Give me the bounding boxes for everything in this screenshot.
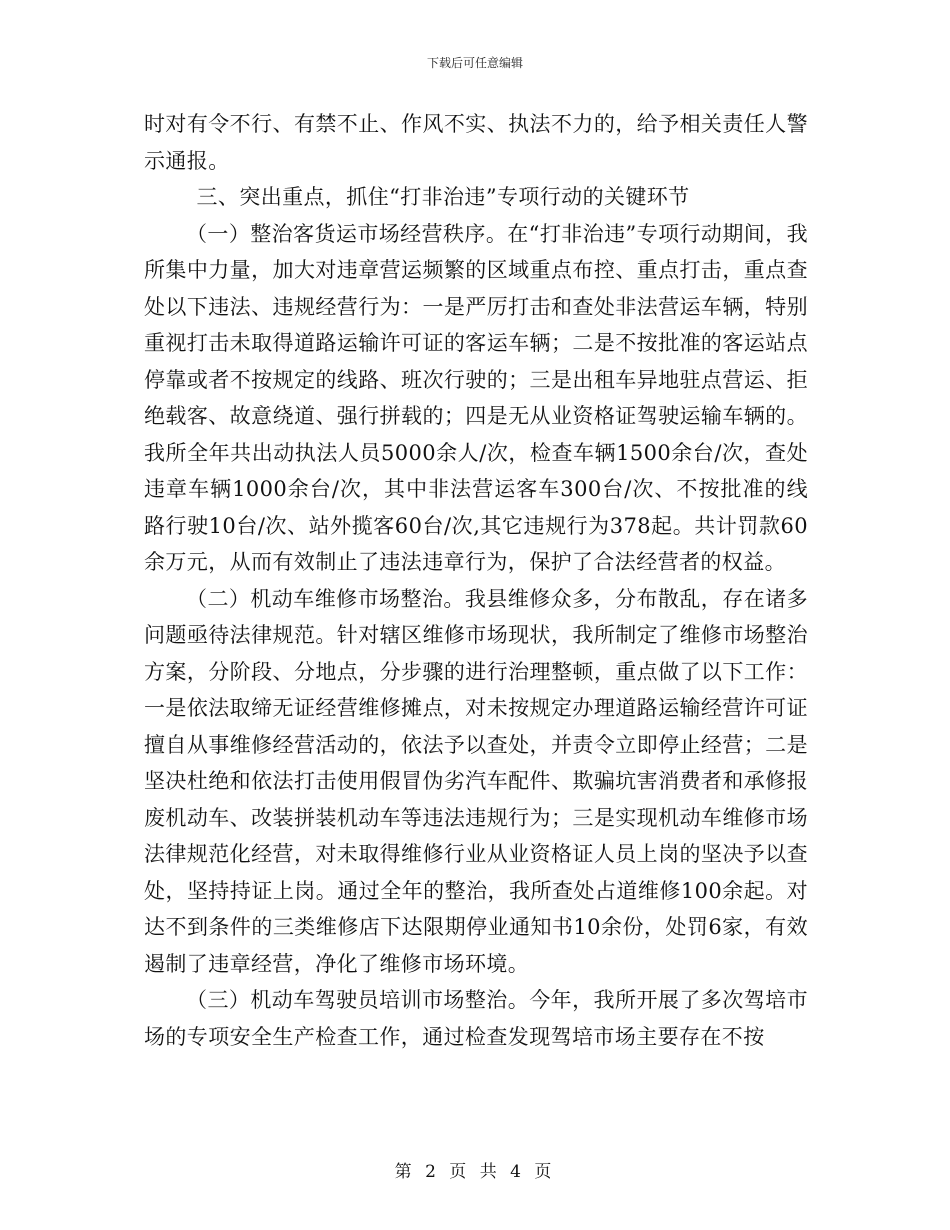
paragraph-passenger-freight: （一）整治客货运市场经营秩序。在“打非治违”专项行动期间，我所集中力量，加大对违章营运频繁的区域重点布控、重点打击，重点查处以下违法、违规经营行为：一是严厉打击和查处非法营运车辆，特别重视打击未取得道路运输许可证的客运车辆；二是不按批准的客运站点停靠或者不按规定的线路、班次行驶的；三是出租车异地驻点营运、拒绝载客、故意绕道、强行拼载的；四是无从业资格证驾驶运输车辆的。我所全年共出动执法人员5000余人/次，检查车辆1500余台/次，查处违章车辆1000余台/次，其中非法营运客车300台/次、不按批准的线路行驶10台/次、站外揽客60台/次,其它违规行为378起。共计罚款60余万元，从而有效制止了违法违章行为，保护了合法经营者的权益。 (144, 221, 808, 574)
page-number-footer: 第 2 页 共 4 页 (394, 1162, 556, 1182)
document-body (144, 106, 808, 1055)
page-header: 下载后可任意编辑 (426, 56, 523, 70)
section-heading: 三、突出重点，抓住“打非治违”专项行动的关键环节 (196, 185, 690, 209)
paragraph-driver-training: （三）机动车驾驶员培训市场整治。今年，我所开展了多次驾培市场的专项安全生产检查工作，通过检查发现驾培市场主要存在不按 (144, 988, 808, 1049)
paragraph-vehicle-repair: （二）机动车维修市场整治。我县维修众多，分布散乱，存在诸多问题亟待法律规范。针对辖区维修市场现状，我所制定了维修市场整治方案，分阶段、分地点，分步骤的进行治理整顿，重点做了以下工作：一是依法取缔无证经营维修摊点，对未按规定办理道路运输经营许可证擅自从事维修经营活动的，依法予以查处，并责令立即停止经营；二是坚决杜绝和依法打击使用假冒伪劣汽车配件、欺骗坑害消费者和承修报废机动车、改装拼装机动车等违法违规行为；三是实现机动车维修市场法律规范化经营，对未取得维修行业从业资格证人员上岗的坚决予以查处，坚持持证上岗。通过全年的整治，我所查处占道维修100余起。对达不到条件的三类维修店下达限期停业通知书10余份，处罚6家，有效遏制了违章经营，净化了维修市场环境。 (144, 586, 808, 976)
paragraph-continuation: 时对有令不行、有禁不止、作风不实、执法不力的，给予相关责任人警示通报。 (144, 112, 808, 173)
